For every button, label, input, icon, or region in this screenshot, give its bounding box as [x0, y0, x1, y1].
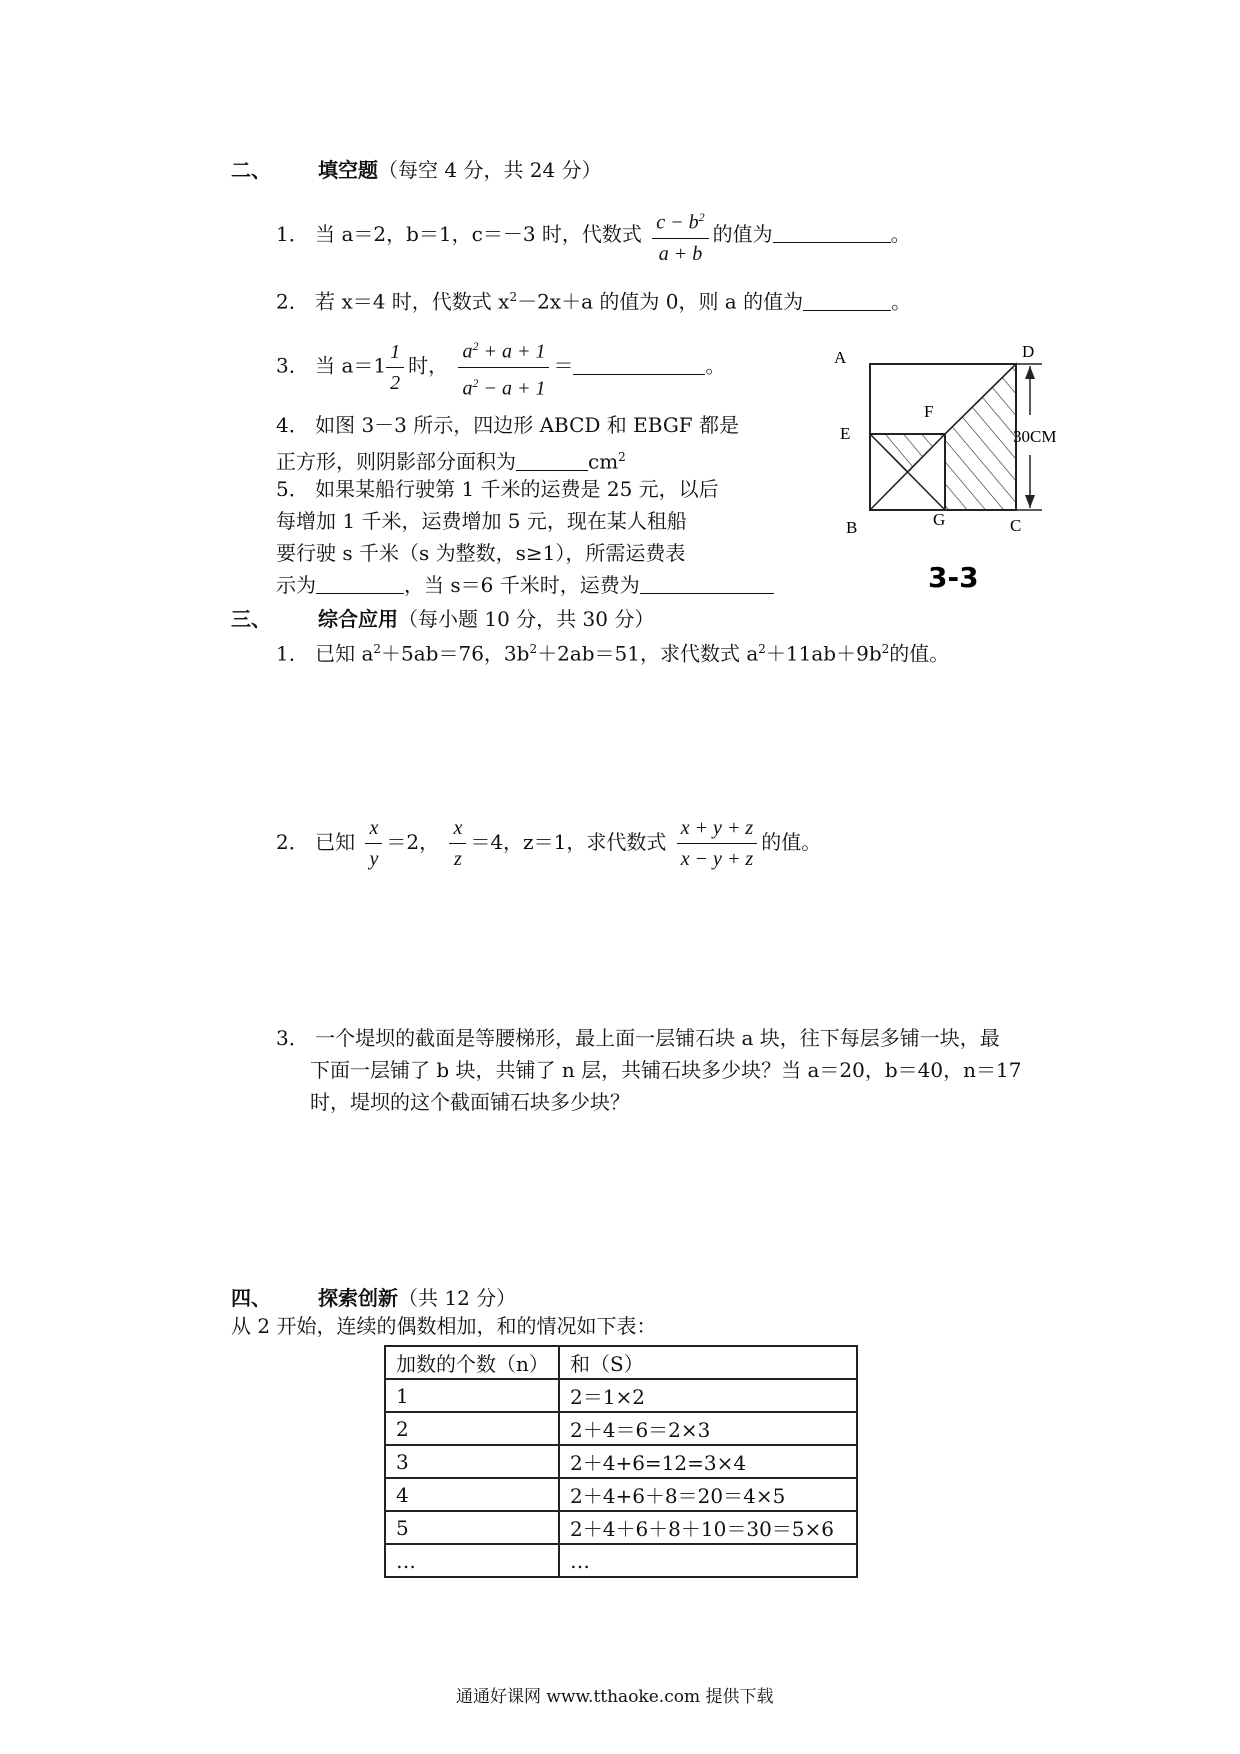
figure-caption: 3-3 [928, 561, 979, 594]
exponent: 2 [758, 642, 766, 656]
fraction-numerator: c − b [656, 211, 699, 234]
fill-question-2 [276, 281, 911, 318]
table-header-row [385, 1346, 857, 1379]
question-text: －2x＋a 的值为 0，则 a 的值为 [517, 289, 804, 314]
exponent: 2 [373, 642, 382, 656]
table-cell: 2＋4＋6＋8＋10＝30＝5×6 [559, 1511, 857, 1544]
table-cell: … [385, 1544, 559, 1577]
exponent: 2 [509, 290, 518, 304]
question-text: 1． 当 a＝2，b＝1，c＝－3 时，代数式 [276, 221, 642, 246]
fraction-numerator: 1 [386, 339, 404, 368]
label-b: B [846, 518, 858, 537]
explore-intro: 从 2 开始，连续的偶数相加，和的情况如下表： [231, 1314, 657, 1338]
question-text: 3． 当 a＝1 [276, 353, 387, 378]
section-title: 综合应用 [318, 607, 398, 631]
table-cell: 4 [385, 1478, 559, 1511]
question-text: 2． 若 x＝4 时，代数式 x [276, 289, 510, 314]
question-text: 5． 如果某船行驶第 1 千米的运费是 25 元，以后 [276, 477, 719, 501]
sum-table [384, 1345, 858, 1578]
question-text: 每增加 1 千米，运费增加 5 元，现在某人租船 [276, 509, 687, 533]
section-number: 四、 [231, 1286, 271, 1310]
section-note: （每空 4 分，共 24 分） [378, 158, 602, 182]
fill-question-5 [276, 473, 774, 601]
exponent: 2 [618, 450, 626, 464]
shaded-region-left [870, 434, 945, 472]
expr: − a + 1 [478, 377, 546, 400]
fraction-numerator: x [365, 815, 382, 844]
table-cell: 2 [385, 1412, 559, 1445]
fill-question-4 [276, 409, 739, 478]
expr: + a + 1 [478, 340, 546, 363]
table-cell: 2＋4+6=12=3×4 [559, 1445, 857, 1478]
section-heading [318, 603, 654, 632]
table-header-cell: 加数的个数（n） [385, 1346, 559, 1379]
table-cell: 2＝1×2 [559, 1379, 857, 1412]
answer-blank[interactable] [773, 222, 891, 243]
table-row [385, 1445, 857, 1478]
answer-blank[interactable] [516, 450, 588, 471]
apply-question-3 [276, 1022, 1021, 1118]
table-row [385, 1511, 857, 1544]
section-note: （每小题 10 分，共 30 分） [398, 607, 655, 631]
fraction [677, 815, 758, 872]
question-text: 。 [705, 353, 726, 378]
table-cell: 1 [385, 1379, 559, 1412]
question-text: ，当 s＝6 千米时，运费为 [404, 573, 640, 597]
exponent: 2 [698, 210, 705, 224]
question-text: 示为 [276, 573, 316, 597]
fraction-denominator: y [369, 848, 379, 870]
table-row [385, 1478, 857, 1511]
exponent: 2 [881, 642, 890, 656]
fraction-denominator: x − y + z [680, 848, 754, 870]
fill-question-3 [276, 333, 725, 401]
question-text: 3． 一个堤坝的截面是等腰梯形，最上面一层铺石块 a 块，往下每层多铺一块，最 [276, 1026, 1000, 1050]
answer-blank[interactable] [803, 290, 891, 311]
fraction-denominator: 2 [390, 371, 401, 394]
var: a [462, 377, 473, 400]
var: a [462, 340, 473, 363]
label-e: E [840, 424, 851, 443]
table-cell: 2＋4＝6＝2×3 [559, 1412, 857, 1445]
label-c: C [1010, 516, 1022, 535]
mixed-fraction [386, 339, 404, 396]
label-f: F [924, 402, 934, 421]
unit: cm [588, 449, 619, 474]
question-text: ＝4，z＝1，求代数式 [470, 830, 667, 854]
question-text: 的值。 [889, 641, 950, 666]
question-text: ＋5ab＝76，3b [381, 641, 530, 666]
exponent: 2 [472, 375, 479, 390]
fraction [458, 333, 549, 401]
fraction-numerator: x + y + z [677, 815, 758, 844]
fraction-denominator: a + b [658, 242, 703, 265]
section-number: 二、 [231, 158, 271, 182]
table-header-cell: 和（S） [559, 1346, 857, 1379]
question-text: 的值为 [712, 221, 773, 246]
table-cell: 2＋4+6＋8＝20＝4×5 [559, 1478, 857, 1511]
question-text: 时， [408, 353, 449, 378]
fraction [365, 815, 382, 872]
question-text: 下面一层铺了 b 块，共铺了 n 层，共铺石块多少块？当 a＝20，b＝40，n＝17 [310, 1058, 1022, 1082]
apply-question-2 [276, 815, 821, 872]
label-d: D [1022, 342, 1035, 361]
section-note: （共 12 分） [398, 1286, 517, 1310]
section-title: 探索创新 [318, 1286, 398, 1310]
answer-blank[interactable] [640, 573, 774, 594]
question-text: 要行驶 s 千米（s 为整数，s≥1），所需运费表 [276, 541, 686, 565]
question-text: ＝2， [386, 830, 440, 854]
table-cell: 5 [385, 1511, 559, 1544]
table-row [385, 1412, 857, 1445]
measure-label: 30CM [1013, 427, 1057, 446]
section-heading [318, 1282, 516, 1311]
footer-text: 通通好课网 www.tthaoke.com 提供下载 [456, 1687, 774, 1707]
fraction-denominator: z [453, 848, 462, 870]
question-text: 正方形，则阴影部分面积为 [276, 449, 516, 474]
exponent: 2 [529, 642, 538, 656]
question-text: 。 [891, 289, 912, 314]
figure-3-3 [820, 335, 1080, 605]
question-text: ＋11ab＋9b [765, 641, 882, 666]
question-text: 1． 已知 a [276, 641, 374, 666]
table-cell: … [559, 1544, 857, 1577]
section-title: 填空题 [318, 158, 378, 182]
question-text: 。 [890, 221, 911, 246]
table-cell: 3 [385, 1445, 559, 1478]
question-text: 2． 已知 [276, 830, 356, 854]
exponent: 2 [472, 339, 479, 353]
question-text: ＝ [553, 353, 574, 378]
label-a: A [834, 348, 847, 367]
section-heading [318, 154, 602, 183]
shaded-region-right [945, 364, 1016, 510]
question-text: ＋2ab＝51，求代数式 a [537, 641, 759, 666]
fraction-numerator: x [449, 815, 466, 844]
apply-question-1 [276, 633, 949, 670]
section-number: 三、 [231, 607, 271, 631]
table-row [385, 1379, 857, 1412]
table-row [385, 1544, 857, 1577]
fraction [652, 204, 708, 267]
label-g: G [933, 510, 946, 529]
fraction [449, 815, 466, 872]
question-text: 的值。 [761, 830, 822, 854]
question-text: 时，堤坝的这个截面铺石块多少块？ [310, 1090, 630, 1114]
fill-question-1 [276, 204, 911, 267]
answer-blank[interactable] [573, 354, 705, 375]
question-text: 4． 如图 3－3 所示，四边形 ABCD 和 EBGF 都是 [276, 413, 740, 437]
answer-blank[interactable] [316, 573, 404, 594]
